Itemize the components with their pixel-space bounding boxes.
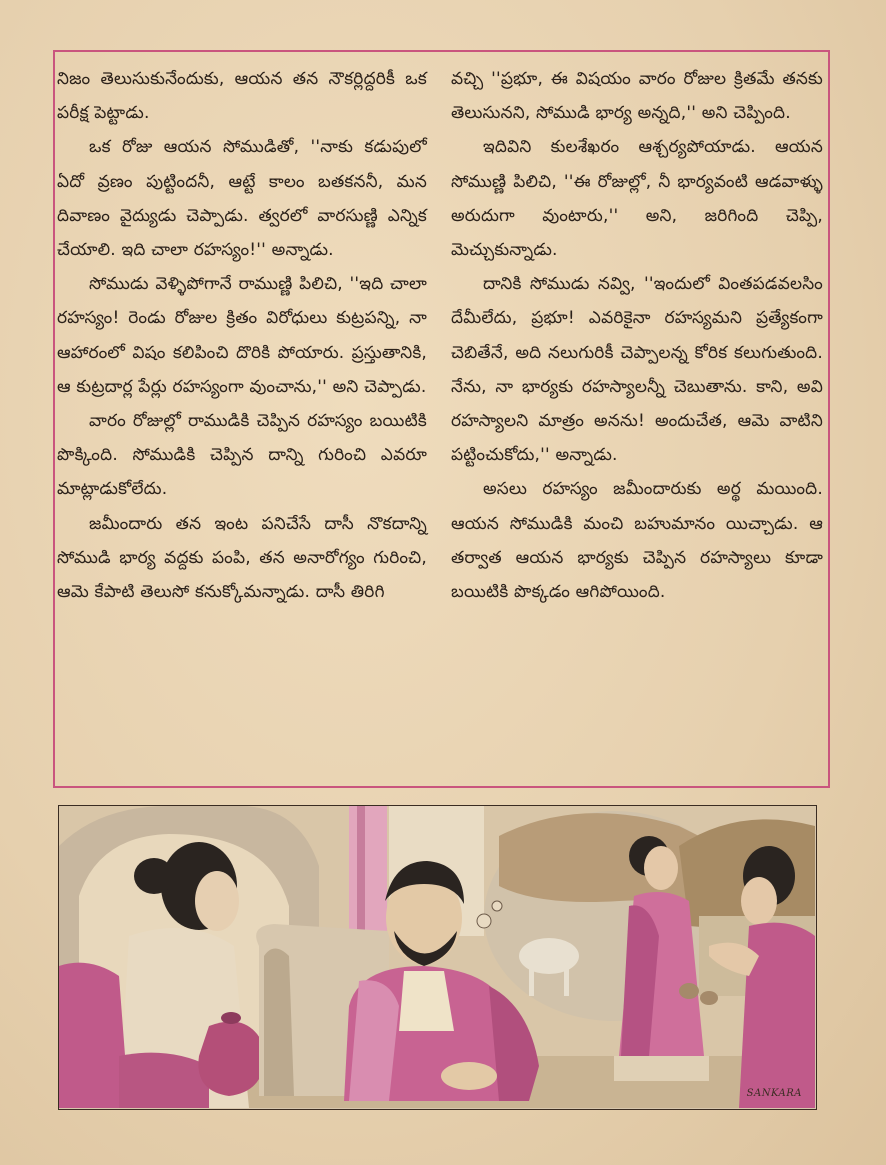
illustration-drawing xyxy=(59,806,815,1108)
paragraph: ఇదివిని కులశేఖరం ఆశ్చర్యపోయాడు. ఆయన సోముణ్ణి పిలిచి, ''ఈ రోజుల్లో, నీ భార్యవంటి ఆడవాళ్ళు అరుదుగా వుంటారు,'' అని, జరిగింది చెప్పి, మెచ్చుకున్నాడు. xyxy=(451,137,823,261)
left-text-column xyxy=(57,62,427,609)
story-illustration xyxy=(58,805,817,1110)
paragraph: నిజం తెలుసుకునేందుకు, ఆయన తన నౌకర్లిద్దరికీ ఒక పరీక్ష పెట్టాడు. xyxy=(57,69,427,124)
paragraph: జమీందారు తన ఇంట పనిచేసే దాసీ నొకదాన్ని సోముడి భార్య వద్దకు పంపి, తన అనారోగ్యం గురించి, ఆమె కేపాటి తెలుసో కనుక్కోమన్నాడు. దాసీ తిరిగి xyxy=(57,513,427,603)
paragraph: సోముడు వెళ్ళిపోగానే రాముణ్ణి పిలిచి, ''ఇది చాలా రహస్యం! రెండు రోజుల క్రితం విరోధులు కుట్రపన్ని, నా ఆహారంలో విషం కలిపించి దొరికి పోయారు. ప్రస్తుతానికి, ఆ కుట్రదార్ల పేర్లు రహస్యంగా వుంచాను,'' అని చెప్పాడు. xyxy=(57,274,427,397)
right-text-column xyxy=(451,62,823,609)
paragraph: అసలు రహస్యం జమీందారుకు అర్థ మయింది. ఆయన సోముడికి మంచి బహుమానం యిచ్చాడు. ఆ తర్వాత ఆయన భార్యకు చెప్పిన రహస్యాలు కూడా బయిటికి పొక్కడం ఆగిపోయింది. xyxy=(451,479,823,603)
artist-signature: SANKARA xyxy=(746,1088,802,1099)
paragraph: దానికి సోముడు నవ్వి, ''ఇందులో వింతపడవలసిం దేమీలేదు, ప్రభూ! ఎవరికైనా రహస్యమని ప్రత్యేకంగా చెబితేనే, అది నలుగురికీ చెప్పాలన్న కోరిక కలుగుతుంది. నేను, నా భార్యకు రహస్యాలన్నీ చెబుతాను. కాని, అవి రహస్యాలని మాత్రం అనను! అందుచేత, ఆమె వాటిని పట్టించుకోదు,'' అన్నాడు. xyxy=(451,274,823,466)
paragraph: ఒక రోజు ఆయన సోముడితో, ''నాకు కడుపులో ఏదో వ్రణం పుట్టిందనీ, ఆట్టే కాలం బతకననీ, మన దివాణం వైద్యుడు చెప్పాడు. త్వరలో వారసుణ్ణి ఎన్నిక చేయాలి. ఇది చాలా రహస్యం!'' అన్నాడు. xyxy=(57,137,427,261)
paragraph: వచ్చి ''ప్రభూ, ఈ విషయం వారం రోజుల క్రితమే తనకు తెలుసునని, సోముడి భార్య అన్నది,'' అని చెప్పింది. xyxy=(451,69,823,124)
paragraph: వారం రోజుల్లో రాముడికి చెప్పిన రహస్యం బయిటికి పొక్కింది. సోముడికి చెప్పిన దాన్ని గురించి ఎవరూ మాట్లాడుకోలేదు. xyxy=(57,411,427,500)
